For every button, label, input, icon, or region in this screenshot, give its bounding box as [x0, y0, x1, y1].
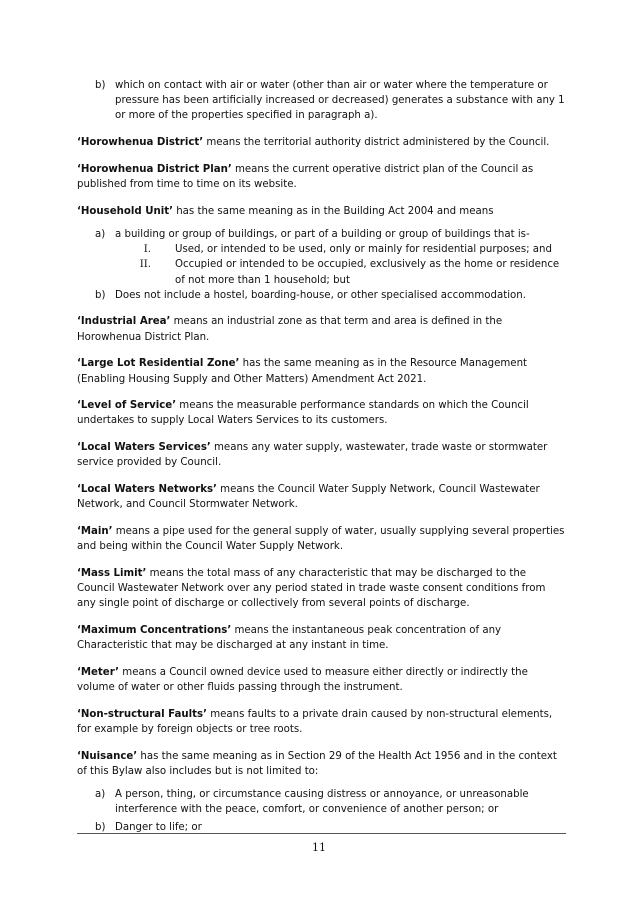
- footer-divider: [77, 833, 566, 834]
- definition-text: has the same meaning as in the Building Act 2004 and means: [172, 205, 494, 217]
- definition-horowhenua-district-plan: [77, 162, 565, 192]
- definition-term: ‘Mass Limit’: [77, 567, 147, 579]
- list-item: [77, 288, 565, 303]
- definition-mass-limit: [77, 566, 565, 612]
- list-item: [77, 787, 565, 817]
- definition-term: ‘Horowhenua District Plan’: [77, 163, 232, 175]
- definition-term: ‘Main’: [77, 525, 113, 537]
- definition-text: means the instantaneous peak concentration of any Characteristic that may be discharged at any instant in time.: [77, 624, 502, 652]
- definition-text: means a pipe used for the general supply of water, usually supplying several properties and being within the Council Water Supply Network.: [77, 525, 565, 553]
- definition-text: means the current operative district plan of the Council as published from time to time on its website.: [77, 163, 534, 191]
- definition-text: means the Council Water Supply Network, Council Wastewater Network, and Council Stormwater Network.: [77, 484, 540, 511]
- sub-list: [77, 242, 565, 288]
- list-item-text: A person, thing, or circumstance causing distress or annoyance, or unreasonable interference with the peace, comfort, or convenience of another person; or: [115, 789, 529, 816]
- definition-text: means the territorial authority district administered by the Council.: [203, 137, 550, 149]
- definition-horowhenua-district: [77, 135, 565, 150]
- definition-term: ‘Local Waters Networks’: [77, 484, 217, 496]
- definition-household-unit: [77, 204, 565, 219]
- definition-meter: [77, 665, 565, 695]
- definition-text: means any water supply, wastewater, trade waste or stormwater service provided by Council.: [77, 442, 548, 469]
- definition-term: ‘Level of Service’: [77, 400, 177, 412]
- definition-local-waters-networks: [77, 482, 565, 512]
- definition-text: means a Council owned device used to measure either directly or indirectly the volume of water or other fluids passing through the instrument.: [77, 666, 528, 694]
- list-marker: b): [95, 821, 106, 833]
- list-household-unit: [77, 227, 565, 303]
- definition-maximum-concentrations: [77, 623, 565, 653]
- sub-list-item: [77, 242, 565, 257]
- list-nuisance: [77, 787, 565, 835]
- definition-main: [77, 524, 565, 554]
- list-marker: a): [95, 789, 106, 801]
- definition-term: ‘Horowhenua District’: [77, 137, 204, 149]
- definition-term: ‘Industrial Area’: [77, 316, 171, 328]
- definition-local-waters-services: [77, 440, 565, 470]
- definition-term: ‘Household Unit’: [77, 205, 173, 217]
- definition-non-structural-faults: [77, 707, 565, 737]
- list-marker: b): [95, 80, 106, 91]
- definition-term: ‘Meter’: [77, 666, 120, 678]
- definition-text: means an industrial zone as that term and area is defined in the Horowhenua District Plan.: [77, 316, 503, 343]
- definition-term: ‘Nuisance’: [77, 750, 138, 762]
- list-item: [77, 227, 565, 242]
- list-marker: b): [95, 289, 106, 301]
- list-marker: a): [95, 228, 106, 240]
- definition-text: has the same meaning as in Section 29 of the Health Act 1956 and in the context of this Bylaw also includes but is not limited to:: [77, 750, 557, 777]
- definition-industrial-area: [77, 314, 565, 344]
- list-item: [77, 78, 565, 124]
- sub-list-marker: I.: [143, 244, 151, 256]
- list-item-text: Danger to life; or: [115, 821, 202, 833]
- definition-text: means the measurable performance standards on which the Council undertakes to supply Local Waters Services to its customers.: [77, 400, 529, 427]
- sub-list-item-text: Used, or intended to be used, only or mainly for residential purposes; and: [175, 244, 552, 256]
- definition-term: ‘Maximum Concentrations’: [77, 624, 232, 636]
- sub-list-item: [77, 257, 565, 287]
- definition-level-of-service: [77, 398, 565, 428]
- definition-term: ‘Non-structural Faults’: [77, 708, 207, 720]
- definition-text: has the same meaning as in the Resource Management (Enabling Housing Supply and Other Matters) Amendment Act 2021.: [77, 358, 528, 385]
- definition-text: means the total mass of any characteristic that may be discharged to the Council Wastewater Network over any period stated in trade waste consent conditions from any single point of discharge or collectively from several points of discharge.: [77, 567, 546, 610]
- definition-term: ‘Local Waters Services’: [77, 442, 211, 454]
- list-top: [77, 78, 565, 124]
- definition-term: ‘Large Lot Residential Zone’: [77, 358, 240, 370]
- document-body: [77, 78, 565, 846]
- sub-list-item-text: Occupied or intended to be occupied, exclusively as the home or residence of not more than 1 household; but: [175, 259, 560, 286]
- definition-nuisance: [77, 749, 565, 779]
- list-item-text: Does not include a hostel, boarding-house, or other specialised accommodation.: [115, 289, 526, 301]
- definition-large-lot-residential-zone: [77, 356, 565, 386]
- sub-list-marker: II.: [139, 259, 151, 271]
- list-item-text: a building or group of buildings, or part of a building or group of buildings that is-: [115, 228, 530, 240]
- list-item-text: which on contact with air or water (other than air or water where the temperature or pressure has been artificially increased or decreased) generates a substance with any 1 or more of the properties specified in paragraph a).: [115, 80, 565, 122]
- definition-text: means faults to a private drain caused by non-structural elements, for example by foreign objects or tree roots.: [77, 708, 553, 735]
- page-number: 11: [312, 841, 326, 854]
